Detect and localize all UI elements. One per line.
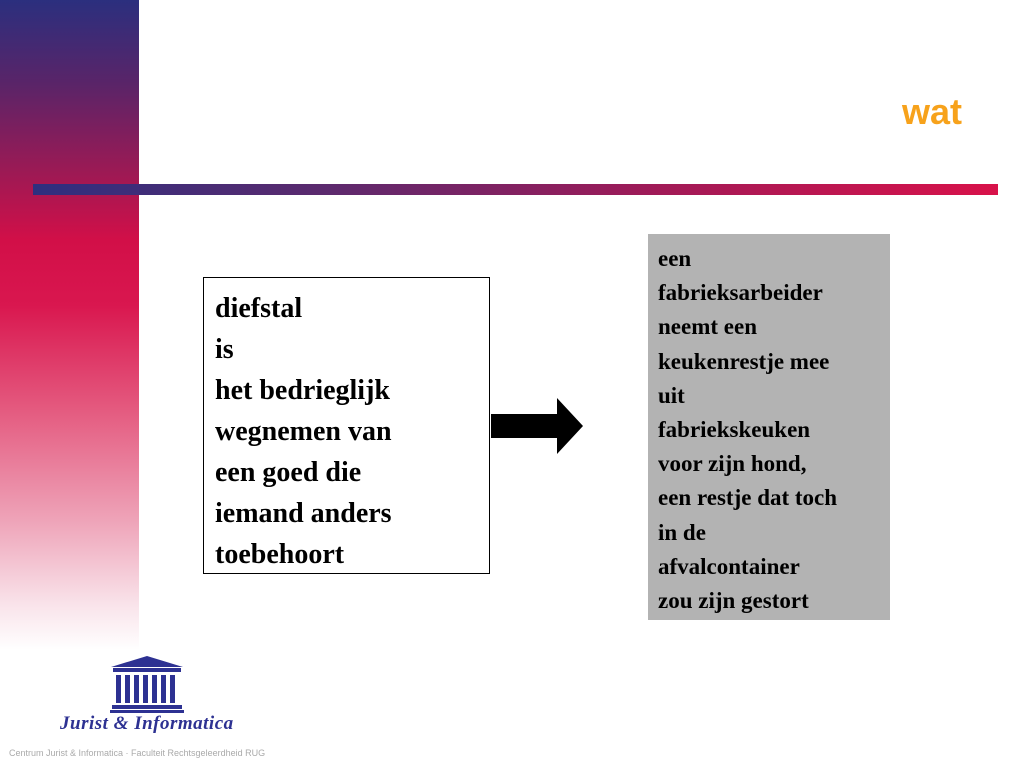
case-line: afvalcontainer: [658, 553, 800, 579]
case-line: keukenrestje mee: [658, 348, 830, 374]
title-rule: [33, 184, 998, 195]
case-box: [648, 234, 890, 620]
case-line: uit: [658, 382, 685, 408]
definition-line: diefstal: [215, 293, 303, 324]
definition-line: een goed die: [215, 457, 362, 488]
definition-line: het bedrieglijk: [215, 375, 390, 406]
definition-line: iemand anders: [215, 498, 392, 529]
case-line: fabriekskeuken: [658, 417, 811, 443]
case-line: een restje dat toch: [658, 485, 838, 511]
definition-line: toebehoort: [215, 539, 345, 570]
side-gradient-band: [0, 0, 139, 650]
case-line: een: [658, 246, 692, 271]
case-line: neemt een: [658, 314, 757, 340]
footer-text: Centrum Jurist & Informatica · Faculteit Rechtsgeleerdheid RUG: [9, 748, 266, 758]
case-line: in de: [658, 519, 706, 545]
logo-wordmark: Jurist & Informatica: [60, 713, 234, 734]
case-line: zou zijn gestort: [658, 588, 809, 614]
definition-box: [203, 277, 490, 574]
case-line: fabrieksarbeider: [658, 280, 823, 306]
definition-line: wegnemen van: [215, 416, 392, 447]
case-line: voor zijn hond,: [658, 451, 807, 477]
definition-line: is: [215, 334, 234, 365]
right-arrow-icon: [491, 398, 583, 454]
slide-title: wat: [901, 91, 962, 132]
